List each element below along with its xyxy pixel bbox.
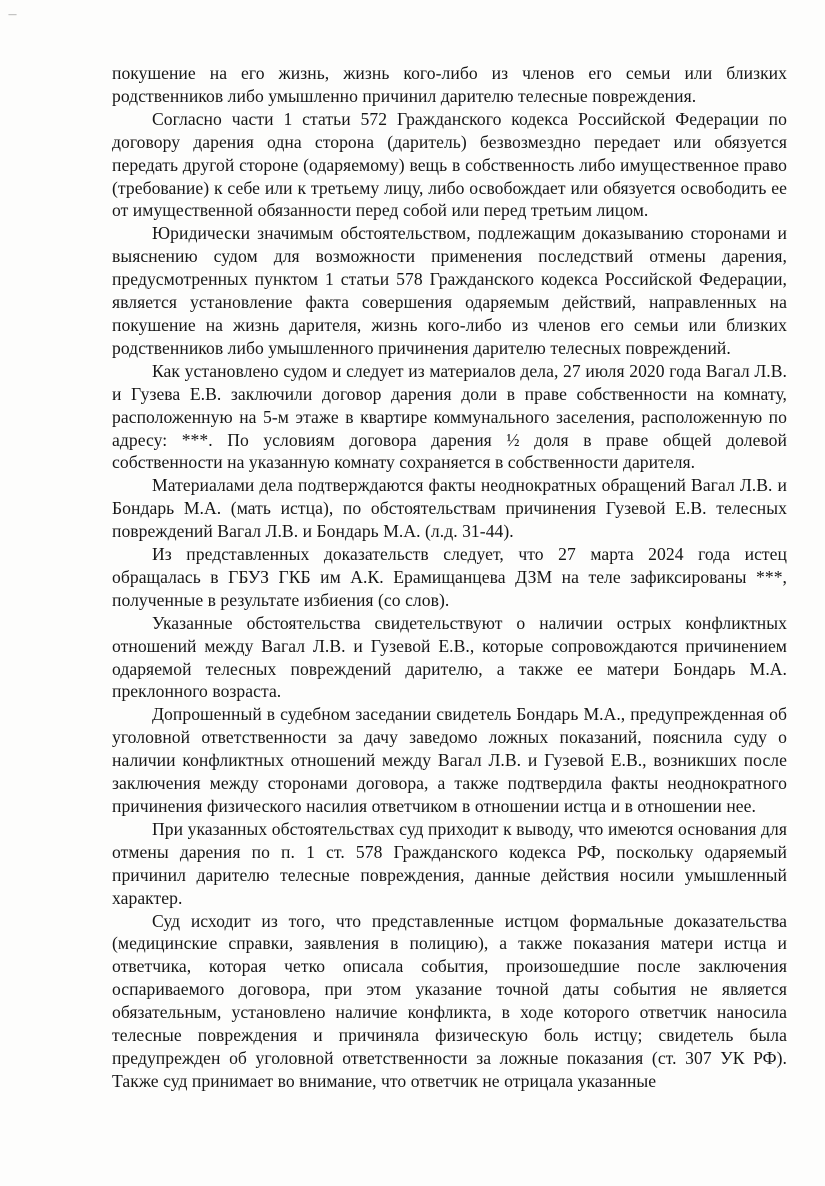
paragraph-4: Как установлено судом и следует из материалов дела, 27 июля 2020 года Вагал Л.В. и Гузева Е.В. заключили договор дарения доли в праве собственности на комнату, расположенную на 5-м этаже в квартире коммунального заселения, расположенную по адресу: ***. По условиям договора дарения ½ доля в праве общей долевой собственности на указанную комнату сохраняется в собственности дарителя.: [112, 360, 787, 473]
paragraph-8: Допрошенный в судебном заседании свидетель Бондарь М.А., предупрежденная об уголовной ответственности за дачу заведомо ложных показаний, пояснила суду о наличии конфликтных отношений между Вагал Л.В. и Гузевой Е.В., возникших после заключения между сторонами договора, а также подтвердила факты неоднократного причинения физического насилия ответчиком в отношении истца и в отношении нее.: [112, 704, 787, 816]
scan-corner-mark: —: [8, 10, 17, 20]
paragraph-3: Юридически значимым обстоятельством, подлежащим доказыванию сторонами и выяснению судом для возможности применения последствий отмены дарения, предусмотренных пунктом 1 статьи 578 Гражданского кодекса Российской Федерации, является установление факта совершения одаряемым действий, направленных на покушение на жизнь дарителя, жизнь кого-либо из членов его семьи или близких родственников либо умышленного причинения дарителю телесных повреждений.: [112, 223, 787, 358]
paragraph-7: Указанные обстоятельства свидетельствуют о наличии острых конфликтных отношений между Вагал Л.В. и Гузевой Е.В., которые сопровождаются причинением одаряемой телесных повреждений дарителю, а также ее матери Бондарь М.А. преклонного возраста.: [112, 612, 787, 702]
paragraph-5: Материалами дела подтверждаются факты неоднократных обращений Вагал Л.В. и Бондарь М.А. (мать истца), по обстоятельствам причинения Гузевой Е.В. телесных повреждений Вагал Л.В. и Бондарь М.А. (л.д. 31-44).: [112, 475, 787, 542]
document-body: [112, 62, 787, 1093]
paragraph-2: Согласно части 1 статьи 572 Гражданского кодекса Российской Федерации по договору дарения одна сторона (даритель) безвозмездно передает или обязуется передать другой стороне (одаряемому) вещь в собственность либо имущественное право (требование) к себе или к третьему лицу, либо освобождает или обязуется освободить ее от имущественной обязанности перед собой или перед третьим лицом.: [112, 108, 787, 221]
paragraph-6: Из представленных доказательств следует, что 27 марта 2024 года истец обращалась в ГБУЗ ГКБ им А.К. Ерамищанцева ДЗМ на теле зафиксированы ***, полученные в результате избиения (со слов).: [112, 544, 787, 610]
paragraph-1: покушение на его жизнь, жизнь кого-либо из членов его семьи или близких родственников либо умышленно причинил дарителю телесные повреждения.: [112, 63, 787, 106]
paragraph-9: При указанных обстоятельствах суд приходит к выводу, что имеются основания для отмены дарения по п. 1 ст. 578 Гражданского кодекса РФ, поскольку одаряемый причинил дарителю телесные повреждения, данные действия носили умышленный характер.: [112, 818, 787, 908]
paragraph-10: Суд исходит из того, что представленные истцом формальные доказательства (медицинские справки, заявления в полицию), а также показания матери истца и ответчика, которая четко описала события, произошедшие после заключения оспариваемого договора, при этом указание точной даты события не является обязательным, установлено наличие конфликта, в ходе которого ответчик наносила телесные повреждения и причиняла физическую боль истцу; свидетель была предупрежден об уголовной ответственности за ложные показания (ст. 307 УК РФ). Также суд принимает во внимание, что ответчик не отрицала указанные: [112, 910, 787, 1091]
